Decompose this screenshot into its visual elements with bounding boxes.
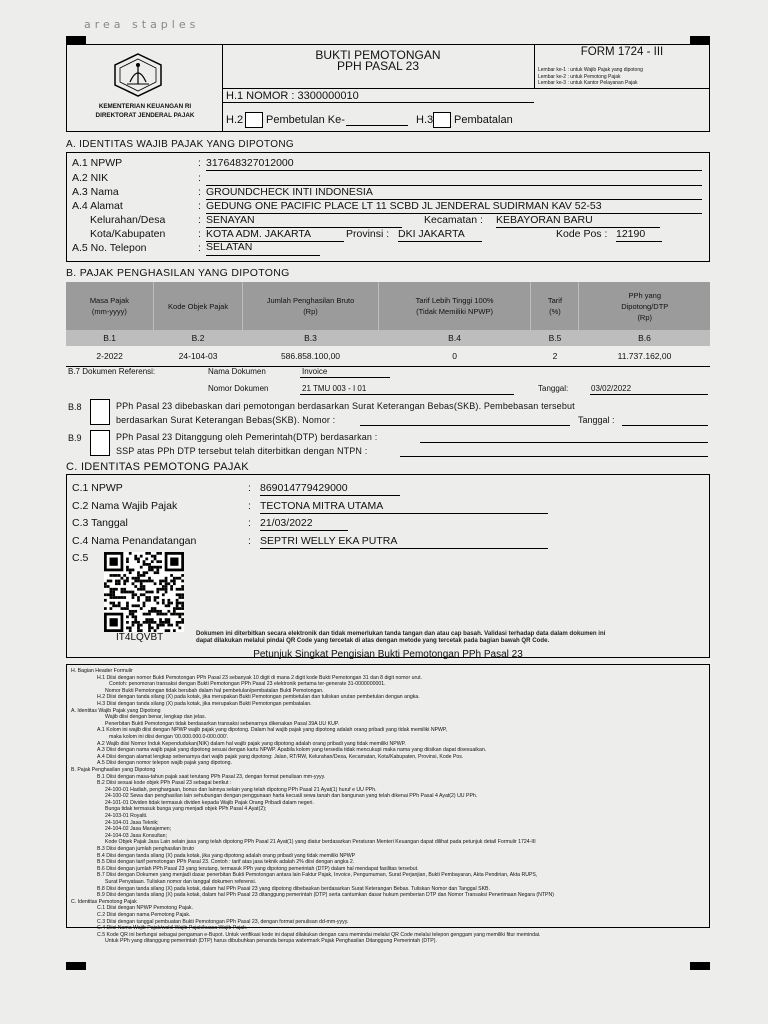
registration-mark [66, 36, 86, 44]
b8-label: B.8 [68, 402, 82, 412]
brand-watermark: area staples [84, 18, 200, 31]
instruction-line: B.6 Diisi dengan jumlah PPh Pasal 23 yang terutang, termasuk PPh yang dipotong pemerintah (DTP) dalam hal mendapat fasilitas tersebut. [97, 865, 419, 872]
qr-code [104, 552, 184, 632]
c-penandatangan-value: SEPTRI WELLY EKA PUTRA [260, 535, 548, 549]
c-tanggal-label: C.3 Tanggal [72, 517, 128, 529]
kelurahan-value: SENAYAN [206, 214, 402, 228]
col-penghasilan-bruto: Jumlah Penghasilan Bruto (Rp) [243, 282, 378, 330]
b9-text: PPh Pasal 23 Ditanggung oleh Pemerintah(DTP) berdasarkan : [116, 432, 378, 442]
b7-label: B.7 Dokumen Referensi: [68, 367, 156, 376]
kelurahan-label: Kelurahan/Desa [90, 214, 166, 226]
provinsi-label: Provinsi : [346, 228, 390, 240]
instruction-line: H.2 Diisi dengan tanda silang (X) pada kotak, jika merupakan Bukti Pemotongan pembetulan dan tuliskan urutan pembetulan dengan angka. [97, 694, 420, 701]
h3-checkbox[interactable] [433, 112, 451, 128]
provinsi-value: DKI JAKARTA [398, 228, 482, 242]
nama-value: GROUNDCHECK INTI INDONESIA [206, 186, 702, 200]
kemenkeu-logo [112, 52, 164, 98]
h2-blank [346, 125, 408, 126]
h1-number-value: 3300000010 [297, 90, 359, 102]
kodepos-value: 12190 [616, 228, 662, 242]
h1-number: H.1 NOMOR : 3300000010 [226, 90, 359, 102]
qr-caption: IT4LQVBT [116, 632, 164, 643]
masa-pajak-value: 2-2022 [96, 351, 123, 361]
instruction-line: 24-101-01 Dividen tidak termasuk dividen kepada Wajib Pajak Orang Pribadi dalam negeri. [105, 799, 314, 806]
kota-value: KOTA ADM. JAKARTA SELATAN [206, 228, 344, 242]
instruction-line: Kode Objek Pajak Jasa Lain selain jasa yang telah dipotong PPh Pasal 21 Ayat(1) yang diatur berdasarkan Peraturan Menteri Keuangan dapat dilihat pada petunjuk detail Formulir 1724-III [105, 839, 536, 846]
instruction-line: A. Identitas Wajib Pajak yang Dipotong [71, 707, 161, 714]
b8-skb-label: berdasarkan Surat Keterangan Bebas(SKB). Nomor : [116, 415, 336, 425]
electronic-disclaimer: Dokumen ini diterbitkan secara elektronik dan tidak memerlukan tanda tangan dan atau cap basah. Validasi terhadap data dalam dokumen ini dapat dilakukan melalui pindai QR Code yang tercetak di atas dengan metode yang tercetak pada bagian bawah QR Code. [196, 630, 606, 644]
kode-objek-value: 24-104-03 [178, 351, 218, 361]
instruction-line: C. Identitas Pemotong Pajak [71, 898, 137, 905]
document-page: area staples KEMENTERIAN KEUANGAN RI DIREKTORAT JENDERAL PAJAK BUKTI PEMOTONGAN PPH PASAL 23 FORM 1724 - III Lembar ke-1 : untuk Wajib Pajak yang dipotong Lembar ke-2 : untuk Pemotong Pajak Lembar ke-3 : untuk Kantor Pelayanan Pajak H.1 NOMOR : 3300000010 H.2 Pembetulan Ke- H.3 Pembatalan A. IDENTITAS WAJIB PAJAK YANG DIPOTONG A.1 NPWP : 317648327012000 A.2 NIK : A.3 Nama : GROUNDCHECK INTI INDONESIA A.4 Alamat : GEDUNG ONE PACIFIC PLACE LT 11 SCBD JL JENDERAL SUDIRMAN KAV 52-53 Kelurahan/Desa : SENAYAN Kecamatan : KEBAYORAN BARU Kota/Kabupaten : KOTA ADM. JAKARTA SELATAN Provinsi : DKI JAKARTA Kode Pos : 12190 A.5 No. Telepon : B. PAJAK PENGHASILAN YANG DIPOTONG Masa Pajak (mm-yyyy) Kode Objek Pajak Jumlah Penghasilan Bruto (Rp) Tarif Lebih Tinggi 100% (Tidak Memiliki NPWP) Tarif (%) PPh yang Dipotong/DTP (Rp) B.1 B.2 B.3 B.4 B.5 B.6 2-2022 24-104-03 586.858.100,00 0 2 11.737.162,00 B.7 Dokumen Referensi: Nama Dokumen Invoice Nomor Dokumen 21 TMU 003 - I 01 Tanggal: 03/02/2022 B.8 PPh Pasal 23 dibebaskan dari pemotongan berdasarkan Surat Keterangan Bebas(SKB). Pembebasan tersebut berdasarkan Surat Keterangan Bebas(SKB). Nomor : Tanggal : B.9 PPh Pasal 23 Ditanggung oleh Pemerintah(DTP) berdasarkan : SSP atas PPh DTP tersebut telah diterbitkan dengan NTPN : C. IDENTITAS PEMOTONG PAJAK C.1 NPWP : 869014779429000 C.2 Nama Wajib Pajak : TECTONA MITRA UTAMA C.3 Tanggal : 21/03/2022 C.4 Nama Penandatangan : SEPTRI WELLY EKA PUTRA C.5 IT4LQVBT Dokumen ini diterbitkan secara elektronik dan tidak memerlukan tanda tangan dan atau cap basah. Validasi terhadap data dalam dokumen ini dapat dilakukan melalui pindai QR Code yang tercetak di atas dengan metode yang tercetak pada bagian bawah QR Code. Petunjuk Singkat Pengisian Bukti Pemotongan PPh Pasal 23 H. Bagian Header Formulir H.1 Diisi dengan nomor Bukti Pemotongan PPh Pasal 23 sebanyak 10 digit di mana 2 digit kode Bukti Pemotongan 31 dan 8 digit nomor urut. Contoh: penomoran transaksi dengan Bukti Pemotongan PPh Pasal 23 elektronik pertama ter-generate 31-0000000001. Nomor Bukti Pemotongan tidak berubah dalam hal pembetulan/pembatalan Bukti Pemotongan. H.2 Diisi dengan tanda silang (X) pada kotak, jika merupakan Bukti Pemotongan pembetulan dan tuliskan urutan pembetulan dengan angka. H.3 Diisi dengan tanda silang (X) pada kotak, jika merupakan Bukti Pemotongan pembatalan. A. Identitas Wajib Pajak yang Dipotong Wajib diisi dengan benar, lengkap dan jelas. Penerbitan Bukti Pemotongan tidak berdasarkan transaksi sebenarnya dikenakan Pasal 39A UU KUP. A.1 Kolom ini wajib diisi dengan NPWP wajib pajak yang dipotong. Dalam hal wajib pajak yang dipotong adalah orang pribadi yang tidak memiliki NPWP, maka kolom ini diisi dengan '00.000.000.0-000.000'. A.2 Wajib diisi Nomor Induk Kependudukan(NIK) dalam hal wajib pajak yang dipotong adalah orang pribadi yang tidak memiliki NPWP. A.3 Diisi dengan nama wajib pajak yang dipotong sesuai dengan kartu NPWP. Apabila kolom yang tersedia tidak mencukupi maka nama yang diisikan dapat disesuaikan. A.4 Diisi dengan alamat lengkap sebenarnya dari wajib pajak yang dipotong: Jalan, RT/RW, Kelurahan/Desa, Kecamatan, Kota/Kabupaten, Provinsi, Kode Pos. A.5 Diisi dengan nomor telepon wajib pajak yang dipotong. B. Pajak Penghasilan yang Dipotong B.1 Diisi dengan masa-tahun pajak saat terutang PPh Pasal 23, dengan format penulisan mm-yyyy. B.2 Diisi sesuai kode objek PPh Pasal 23 sebagai berikut : 24-100-01 Hadiah, penghargaan, bonus dan lainnya selain yang telah dipotong PPh Pasal 21 Ayat(1) huruf e UU PPh. 24-100-02 Sewa dan penghasilan lain sehubungan dengan penggunaan harta kecuali sewa tanah dan bangunan yang telah dikenai PPh Pasal 4 Ayat(2) UU PPh. 24-101-01 Dividen tidak termasuk dividen kepada Wajib Pajak Orang Pribadi dalam negeri. Bunga tidak termasuk bunga yang menjadi objek PPh Pasal 4 Ayat(2); 24-103-01 Royalti. 24-104-01 Jasa Teknik; 24-104-02 Jasa Manajemen; 24-104-03 Jasa Konsultan; Kode Objek Pajak Jasa Lain selain jasa yang telah dipotong PPh Pasal 21 Ayat(1) yang diatur berdasarkan Peraturan Menteri Keuangan dapat dilihat pada petunjuk detail Formulir 1724-III B.3 Diisi dengan jumlah penghasilan bruto B.4 Diisi dengan tanda silang (X) pada kotak, jika yang dipotong adalah orang pribadi yang tidak memiliki NPWP B.5 Diisi dengan tarif pemotongan PPh Pasal 23. Contoh : tarif atas jasa teknik adalah 2% diisi dengan angka 2. B.6 Diisi dengan jumlah PPh Pasal 23 yang terutang, termasuk PPh yang dipotong pemerintah (DTP) dalam hal mendapat fasilitas tersebut. B.7 Diisi dengan Dokumen yang menjadi dasar penerbitan Bukti Pemotongan antara lain Faktur Pajak, Invoice, Pengumuman, Surat Perjanjian, Bukti Pembayaran, Akta Pendirian, Akta RUPS, Surat Penyataan. Tuliskan nomor dan tanggal dokumen referensi. B.8 Diisi dengan tanda silang (X) pada kotak, dalam hal PPh Pasal 23 yang dipotong dibebaskan berdasarkan Surat Keterangan Bebas. Tuliskan Nomor dan Tanggal SKB. B.9 Diisi dengan tanda silang (X) pada kotak, dalam hal PPh Pasal 23 ditanggung pemerintah (DTP) serta cantumkan dasar hukum pemberian DTP dan Nomor Transaksi Penerimaan Negara (NTPN) C. Identitas Pemotong Pajak C.1 Diisi dengan NPWP Pemotong Pajak. C.2 Diisi dengan nama Pemotong Pajak. C.3 Diisi dengan tanggal pembuatan Bukti Pemotongan PPh Pasal 23, dengan format penulisan dd-mm-yyyy. C.4 Diisi Nama Wajib Pajak/wakil Wajib Pajak/kuasa Wajib Pajak. C.5 Kode QR ini berfungsi sebagai pengaman e-Bupot. Untuk verifikasi kode ini dapat dilakukan dengan cara memindai melalui QR Code melalui telepon genggam yang memiliki fitur memindai. Untuk PPh yang ditanggung pemerintah (DTP) harus dibubuhkan penanda berupa watermark Pajak Penghasilan Ditanggung Pemerintah (DTP). [0, 0, 768, 1024]
instruction-line: Penerbitan Bukti Pemotongan tidak berdasarkan transaksi sebenarnya dikenakan Pasal 39A UU KUP. [105, 720, 340, 727]
instruction-line: B.1 Diisi dengan masa-tahun pajak saat terutang PPh Pasal 23, dengan format penulisan mm-yyyy. [97, 773, 326, 780]
instruction-line: Surat Penyataan. Tuliskan nomor dan tanggal dokumen referensi. [105, 879, 257, 885]
nik-value [206, 172, 702, 186]
pph-dipotong-value: 11.737.162,00 [617, 351, 672, 361]
instruction-line: C.5 Kode QR ini berfungsi sebagai pengaman e-Bupot. Untuk verifikasi kode ini dapat dilakukan dengan cara memindai melalui QR Code melalui telepon genggam yang memiliki fitur memindai. [97, 931, 541, 938]
c-penandatangan-label: C.4 Nama Penandatangan [72, 535, 197, 547]
table-row [66, 346, 710, 366]
registration-mark [690, 962, 710, 970]
instruction-line: Nomor Bukti Pemotongan tidak berubah dalam hal pembetulan/pembatalan Bukti Pemotongan. [105, 687, 324, 694]
instruction-line: B. Pajak Penghasilan yang Dipotong [71, 766, 156, 773]
h3-text: Pembatalan [454, 114, 513, 126]
instruction-line: H.1 Diisi dengan nomor Bukti Pemotongan PPh Pasal 23 sebanyak 10 digit di mana 2 digit kode Bukti Pemotongan 31 dan 8 digit nomor urut. [97, 674, 422, 681]
registration-mark [690, 36, 710, 44]
b8-checkbox[interactable] [90, 399, 110, 425]
instruction-line: Bunga tidak termasuk bunga yang menjadi objek PPh Pasal 4 Ayat(2); [105, 806, 267, 813]
section-a-title: A. IDENTITAS WAJIB PAJAK YANG DIPOTONG [66, 139, 294, 150]
kecamatan-label: Kecamatan : [424, 214, 483, 226]
col-tarif-lebih-tinggi: Tarif Lebih Tinggi 100% (Tidak Memiliki NPWP) [378, 282, 531, 330]
c-nama-value: TECTONA MITRA UTAMA [260, 500, 548, 514]
instruction-line: Contoh: penomoran transaksi dengan Bukti Pemotongan PPh Pasal 23 elektronik pertama ter-generate 31-0000000001. [109, 681, 386, 688]
telepon-value [206, 242, 320, 256]
instruction-line: B.5 Diisi dengan tarif pemotongan PPh Pasal 23. Contoh : tarif atas jasa teknik adalah 2% diisi dengan angka 2. [97, 859, 355, 866]
instruction-line: H. Bagian Header Formulir [71, 668, 133, 674]
registration-mark [66, 962, 86, 970]
ministry-name: KEMENTERIAN KEUANGAN RI DIREKTORAT JENDERAL PAJAK [95, 103, 195, 119]
instruction-line: H.3 Diisi dengan tanda silang (X) pada kotak, jika merupakan Bukti Pemotongan pembatalan. [97, 700, 312, 707]
instruction-line: A.2 Wajib diisi Nomor Induk Kependudukan(NIK) dalam hal wajib pajak yang dipotong adalah orang pribadi yang tidak memiliki NPWP. [97, 740, 406, 747]
col-pph-dipotong: PPh yang Dipotong/DTP (Rp) [579, 282, 710, 330]
h2-label: H.2 [226, 114, 244, 126]
col-masa-pajak: Masa Pajak (mm-yyyy) [66, 282, 153, 330]
instruction-line: A.4 Diisi dengan alamat lengkap sebenarnya dari wajib pajak yang dipotong: Jalan, RT/RW, Kelurahan/Desa, Kecamatan, Kota/Kabupaten, Provinsi, Kode Pos. [97, 753, 464, 760]
tarif-lebih-tinggi-value: 0 [452, 351, 457, 361]
kecamatan-value: KEBAYORAN BARU [496, 214, 660, 228]
c-tanggal-value: 21/03/2022 [260, 517, 348, 531]
doc-date-label: Tanggal: [538, 384, 569, 393]
instruction-line: A.1 Kolom ini wajib diisi dengan NPWP wajib pajak yang dipotong. Dalam hal wajib pajak yang dipotong adalah orang pribadi yang tidak memiliki NPWP, [97, 727, 448, 734]
c5-label: C.5 [72, 552, 89, 564]
b8-tanggal-label: Tanggal : [578, 415, 615, 425]
npwp-value: 317648327012000 [206, 157, 702, 171]
doc-name-label: Nama Dokumen [208, 367, 266, 376]
document-title: BUKTI PEMOTONGAN PPH PASAL 23 [315, 48, 441, 73]
table-code-row: B.1 B.2 B.3 B.4 B.5 B.6 [66, 330, 710, 346]
instruction-line: B.2 Diisi sesuai kode objek PPh Pasal 23 sebagai berikut : [97, 780, 232, 787]
instruction-line: 24-100-01 Hadiah, penghargaan, bonus dan lainnya selain yang telah dipotong PPh Pasal 21 Ayat(1) huruf e UU PPh. [105, 786, 377, 793]
b9-ntpn-label: SSP atas PPh DTP tersebut telah diterbitkan dengan NTPN : [116, 446, 368, 456]
nama-label: A.3 Nama [72, 186, 119, 198]
instruction-line: C.3 Diisi dengan tanggal pembuatan Bukti Pemotongan PPh Pasal 23, dengan format penulisan dd-mm-yyyy. [97, 918, 349, 925]
instruction-line: 24-100-02 Sewa dan penghasilan lain sehubungan dengan penggunaan harta kecuali sewa tanah dan bangunan yang telah dikenai PPh Pasal 4 Ayat(2) UU PPh. [105, 793, 478, 800]
instruction-line: C.1 Diisi dengan NPWP Pemotong Pajak. [97, 905, 193, 912]
instructions-title: Petunjuk Singkat Pengisian Bukti Pemotongan PPh Pasal 23 [253, 649, 523, 660]
penghasilan-bruto-value: 586.858.100,00 [280, 351, 341, 361]
instruction-line: A.5 Diisi dengan nomor telepon wajib pajak yang dipotong. [97, 760, 232, 767]
instructions-box [66, 664, 710, 945]
doc-date-value: 03/02/2022 [591, 384, 632, 393]
nik-label: A.2 NIK [72, 172, 109, 184]
alamat-label: A.4 Alamat [72, 200, 123, 212]
c-nama-label: C.2 Nama Wajib Pajak [72, 500, 178, 512]
b9-checkbox[interactable] [90, 430, 110, 456]
instruction-line: Wajib diisi dengan benar, lengkap dan jelas. [105, 714, 207, 721]
tarif-value: 2 [552, 351, 558, 361]
b9-label: B.9 [68, 433, 82, 443]
instruction-line: C.4 Diisi Nama Wajib Pajak/wakil Wajib Pajak/kuasa Wajib Pajak. [97, 925, 248, 932]
kodepos-label: Kode Pos : [556, 228, 608, 240]
alamat-value: GEDUNG ONE PACIFIC PLACE LT 11 SCBD JL JENDERAL SUDIRMAN KAV 52-53 [206, 200, 702, 214]
instruction-line: 24-104-01 Jasa Teknik; [105, 819, 159, 826]
h3-label: H.3 [416, 114, 434, 126]
instruction-line: B.8 Diisi dengan tanda silang (X) pada kotak, dalam hal PPh Pasal 23 yang dipotong dibebaskan berdasarkan Surat Keterangan Bebas. Tuliskan Nomor dan Tanggal SKB. [97, 885, 490, 892]
instruction-line: 24-103-01 Royalti. [105, 813, 148, 820]
form-code: FORM 1724 - III [580, 46, 664, 58]
npwp-label: A.1 NPWP [72, 157, 123, 169]
section-b-title: B. PAJAK PENGHASILAN YANG DIPOTONG [66, 267, 290, 279]
c-npwp-label: C.1 NPWP [72, 482, 123, 494]
sheet-notes: Lembar ke-1 : untuk Wajib Pajak yang dipotong Lembar ke-2 : untuk Pemotong Pajak Lembar ke-3 : untuk Kantor Pelayanan Pajak [538, 67, 643, 86]
instruction-line: 24-104-02 Jasa Manajemen; [105, 826, 172, 833]
instruction-line: C.2 Diisi dengan nama Pemotong Pajak. [97, 911, 191, 918]
instruction-line: B.4 Diisi dengan tanda silang (X) pada kotak, jika yang dipotong adalah orang pribadi yang tidak memiliki NPWP [97, 852, 356, 859]
doc-num-label: Nomor Dokumen [208, 384, 269, 393]
instruction-line: Untuk PPh yang ditanggung pemerintah (DTP) harus dibubuhkan penanda berupa watermark Pajak Penghasilan Ditanggung Pemerintah (DTP). [105, 938, 437, 945]
col-tarif: Tarif (%) [531, 282, 579, 330]
instruction-line: B.3 Diisi dengan jumlah penghasilan bruto [97, 846, 195, 853]
instruction-line: maka kolom ini diisi dengan '00.000.000.0-000.000'. [109, 733, 229, 740]
telepon-label: A.5 No. Telepon [72, 242, 147, 254]
doc-num-value: 21 TMU 003 - I 01 [302, 384, 367, 393]
instruction-line: 24-104-03 Jasa Konsultan; [105, 832, 168, 839]
table-header-row [66, 282, 710, 330]
c-npwp-value: 869014779429000 [260, 482, 400, 496]
h2-text: Pembetulan Ke- [266, 114, 345, 126]
instruction-line: A.3 Diisi dengan nama wajib pajak yang dipotong sesuai dengan kartu NPWP. Apabila kolom yang tersedia tidak mencukupi maka nama yang diisikan dapat disesuaikan. [97, 747, 487, 754]
instruction-line: B.9 Diisi dengan tanda silang (X) pada kotak, dalam hal PPh Pasal 23 ditanggung pemerintah (DTP) serta cantumkan dasar hukum pemberian DTP dan Nomor Transaksi Penerimaan Negara (NTPN) [97, 892, 554, 899]
instruction-line: B.7 Diisi dengan Dokumen yang menjadi dasar penerbitan Bukti Pemotongan antara lain Faktur Pajak, Invoice, Pengumuman, Surat Perjanjian, Bukti Pembayaran, Akta Pendirian, Akta RUPS, [97, 872, 538, 879]
pph-table [66, 282, 710, 366]
section-c-title: C. IDENTITAS PEMOTONG PAJAK [66, 461, 249, 473]
kota-label: Kota/Kabupaten [90, 228, 166, 240]
b8-text: PPh Pasal 23 dibebaskan dari pemotongan berdasarkan Surat Keterangan Bebas(SKB). Pembebasan tersebut [116, 401, 575, 411]
doc-name-value: Invoice [302, 367, 328, 376]
col-kode-objek: Kode Objek Pajak [153, 282, 243, 330]
h2-checkbox[interactable] [245, 112, 263, 128]
